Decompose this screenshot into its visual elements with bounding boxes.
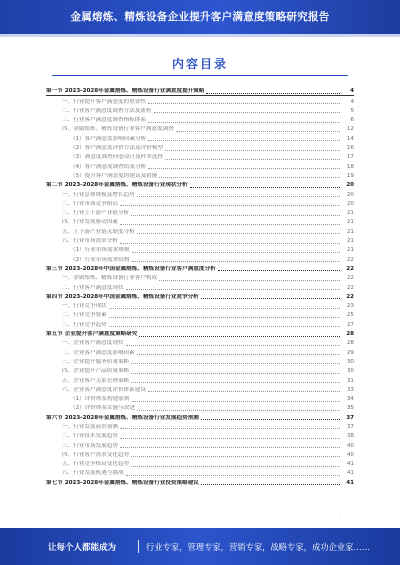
toc-section-entry[interactable]	[46, 106, 354, 115]
toc-section-entry[interactable]	[46, 208, 354, 217]
toc-dot-leader	[131, 373, 340, 374]
toc-section-entry[interactable]	[46, 115, 354, 124]
toc-chapter-entry[interactable]	[46, 329, 354, 338]
toc-section-entry[interactable]	[46, 171, 354, 180]
toc-dot-leader	[154, 112, 340, 113]
report-header-banner	[0, 0, 400, 34]
toc-section-entry[interactable]	[46, 301, 354, 310]
toc-dot-leader	[120, 438, 340, 439]
toc-dot-leader	[176, 131, 340, 132]
toc-dot-leader	[132, 401, 341, 402]
toc-dot-leader	[201, 484, 340, 485]
report-title: 金属熔炼、精炼设备企业提升客户满意度策略研究报告	[70, 11, 330, 23]
toc-dot-leader	[131, 382, 340, 383]
toc-entry-text: 二、行业客户满意度调查方法及流程	[62, 107, 152, 114]
toc-page-number: 41	[346, 470, 354, 477]
toc-entry-text: （1）评价体系构建原则	[70, 396, 130, 403]
toc-section-entry[interactable]	[46, 338, 354, 347]
toc-section-entry[interactable]	[46, 217, 354, 226]
toc-entry-text: 一、行业发展前景预测	[62, 423, 118, 430]
toc-section-entry[interactable]	[46, 347, 354, 356]
toc-entry-text: 三、企业提升服务质量策略	[62, 358, 130, 365]
toc-dot-leader	[137, 233, 340, 234]
toc-section-entry[interactable]	[46, 161, 354, 170]
toc-page-number: 22	[346, 275, 354, 282]
toc-page-number: 40	[346, 451, 354, 458]
toc-entry-text: 四、行业客户需求变化趋势	[62, 451, 130, 458]
toc-entry-text: 第三节 2023-2028年中国金属熔炼、精炼设备行业客户满意度分析	[46, 265, 216, 272]
toc-section-entry[interactable]	[46, 366, 354, 375]
toc-dot-leader	[218, 270, 340, 271]
toc-entry-text: 一、行业提升客户满意度的重要性	[62, 98, 146, 105]
toc-page-number: 37	[346, 414, 354, 421]
toc-page-number: 34	[346, 396, 354, 403]
toc-entry-text: 第五节 企业提升客户满意度策略研究	[46, 331, 138, 338]
toc-dot-leader	[148, 103, 340, 104]
toc-chapter-entry[interactable]	[46, 292, 354, 301]
toc-dot-leader	[148, 140, 340, 141]
toc-entry-text: 二、行业客户满意度现状	[62, 284, 124, 291]
toc-dot-leader	[132, 252, 341, 253]
toc-chapter-entry[interactable]	[46, 180, 354, 189]
toc-dot-leader	[201, 298, 340, 299]
toc-entry-text: （1）客户满意度影响因素分析	[70, 135, 147, 142]
toc-entry-text: 四、金属熔炼、精炼设备行业客户满意度调查	[62, 126, 174, 133]
table-of-contents	[46, 87, 354, 487]
toc-heading-divider	[52, 75, 348, 76]
toc-dot-leader	[109, 326, 340, 327]
toc-entry-text: 一、企业客户满意度现状	[62, 340, 124, 347]
toc-page-number: 6	[350, 117, 354, 124]
toc-entry-text: 四、企业提升产品质量策略	[62, 368, 130, 375]
toc-dot-leader	[148, 168, 340, 169]
toc-page-number: 22	[346, 284, 354, 291]
toc-entry-text: （2）客户满意度评价方法及评价模型	[70, 145, 164, 152]
toc-section-entry[interactable]	[46, 273, 354, 282]
toc-dot-leader	[206, 93, 340, 94]
toc-entry-text: 二、行业技术发展趋势	[62, 433, 118, 440]
toc-page-number: 20	[346, 200, 354, 207]
toc-page-number: 4	[350, 98, 354, 105]
toc-section-entry[interactable]	[46, 375, 354, 384]
toc-dot-leader	[131, 466, 340, 467]
footer-banner	[0, 528, 400, 565]
toc-section-entry[interactable]	[46, 143, 354, 152]
toc-section-entry[interactable]	[46, 96, 354, 105]
toc-page-number: 23	[346, 303, 354, 310]
toc-entry-text: 三、行业上下游产业链分析	[62, 210, 130, 217]
toc-page-number: 21	[346, 238, 354, 245]
toc-section-entry[interactable]	[46, 226, 354, 235]
toc-page-number: 30	[346, 368, 354, 375]
toc-entry-text: 二、行业竞争要素	[62, 312, 107, 319]
footer-slogan-left: 让每个人都能成为	[48, 543, 117, 553]
toc-page-number: 29	[346, 349, 354, 356]
toc-dot-leader	[190, 187, 340, 188]
toc-dot-leader	[120, 224, 340, 225]
toc-entry-text: （2）行业市场需求结构	[70, 256, 130, 263]
toc-entry-text: 五、行业竞争格局变化趋势	[62, 461, 130, 468]
toc-page-number: 37	[346, 423, 354, 430]
toc-page-number: 31	[346, 377, 354, 384]
toc-page-number: 38	[346, 433, 354, 440]
toc-page-number: 18	[346, 163, 354, 170]
toc-dot-leader	[159, 177, 340, 178]
toc-entry-text: 二、行业市场竞争格局	[62, 200, 118, 207]
toc-entry-text: （1）行业市场需求规模	[70, 247, 130, 254]
toc-entry-text: （3）满意度调查问卷设计及样本选择	[70, 154, 164, 161]
toc-page-number: 22	[346, 293, 354, 300]
toc-section-entry[interactable]	[46, 319, 354, 328]
toc-page-number: 14	[346, 135, 354, 142]
toc-page-number: 21	[346, 247, 354, 254]
toc-section-entry[interactable]	[46, 133, 354, 142]
toc-section-entry[interactable]	[46, 199, 354, 208]
toc-section-entry[interactable]	[46, 189, 354, 198]
toc-dot-leader	[137, 410, 340, 411]
toc-entry-text: 四、行业发展驱动因素	[62, 219, 118, 226]
toc-page-number: 21	[346, 210, 354, 217]
toc-dot-leader	[201, 419, 340, 420]
toc-section-entry[interactable]	[46, 422, 354, 431]
page-number-marker: ·	[339, 511, 341, 517]
toc-section-entry[interactable]	[46, 124, 354, 133]
toc-dot-leader	[109, 308, 340, 309]
toc-dot-leader	[120, 447, 340, 448]
toc-dot-leader	[148, 391, 340, 392]
toc-dot-leader	[126, 345, 340, 346]
toc-page-number: 41	[346, 479, 354, 486]
toc-dot-leader	[126, 289, 340, 290]
toc-entry-text: 五、企业客户关系管理策略	[62, 377, 130, 384]
toc-page-number: 12	[346, 126, 354, 133]
toc-page-number: 25	[346, 312, 354, 319]
toc-dot-leader	[131, 215, 340, 216]
toc-page-number: 20	[346, 182, 354, 189]
toc-page-number: 27	[346, 321, 354, 328]
toc-section-entry[interactable]	[46, 403, 354, 412]
toc-page-number: 5	[350, 107, 354, 114]
toc-page-number: 28	[346, 340, 354, 347]
toc-chapter-entry[interactable]	[46, 87, 354, 96]
toc-entry-text: 五、上下游产业链关联度分析	[62, 228, 135, 235]
toc-entry-text: 六、企业客户满意度评价体系建设	[62, 386, 146, 393]
toc-page-number: 40	[346, 442, 354, 449]
toc-section-entry[interactable]	[46, 152, 354, 161]
toc-section-entry[interactable]	[46, 385, 354, 394]
toc-entry-text: 六、行业发展机遇与挑战	[62, 470, 124, 477]
toc-section-entry[interactable]	[46, 282, 354, 291]
toc-section-entry[interactable]	[46, 236, 354, 245]
toc-dot-leader	[131, 456, 340, 457]
toc-page-number: 35	[346, 405, 354, 412]
toc-entry-text: 第四节 2023-2028年中国金属熔炼、精炼设备行业竞争分析	[46, 293, 199, 300]
toc-chapter-entry[interactable]	[46, 477, 354, 486]
toc-dot-leader	[159, 280, 340, 281]
toc-dot-leader	[120, 428, 340, 429]
toc-section-entry[interactable]	[46, 245, 354, 254]
toc-dot-leader	[132, 261, 341, 262]
toc-entry-text: 第六节 2023-2028年金属熔炼、精炼设备行业发展趋势预测	[46, 414, 199, 421]
toc-entry-text: （5）提升客户满意度的建议及措施	[70, 172, 158, 179]
toc-page-number: 21	[346, 219, 354, 226]
toc-heading: 内容目录	[171, 57, 228, 71]
toc-page-number: 17	[346, 154, 354, 161]
footer-divider	[138, 540, 139, 553]
toc-dot-leader	[109, 317, 340, 318]
toc-entry-text: （2）评价体系实施与改进	[70, 405, 136, 412]
toc-entry-text: 三、行业竞争趋势	[62, 321, 107, 328]
toc-section-entry[interactable]	[46, 459, 354, 468]
toc-section-entry[interactable]	[46, 440, 354, 449]
toc-dot-leader	[126, 475, 340, 476]
toc-page-number: 16	[346, 145, 354, 152]
toc-section-entry[interactable]	[46, 394, 354, 403]
toc-dot-leader	[137, 196, 340, 197]
toc-chapter-entry[interactable]	[46, 264, 354, 273]
toc-section-entry[interactable]	[46, 431, 354, 440]
toc-dot-leader	[120, 205, 340, 206]
toc-entry-text: 第二节 2023-2028年金属熔炼、精炼设备行业现状分析	[46, 182, 188, 189]
toc-entry-text: （4）客户满意度调查结果分析	[70, 163, 147, 170]
toc-page-number: 21	[346, 228, 354, 235]
toc-dot-leader	[148, 122, 340, 123]
toc-section-entry[interactable]	[46, 310, 354, 319]
toc-section-entry[interactable]	[46, 468, 354, 477]
toc-entry-text: 第一节 2023-2028年金属熔炼、精炼设备行业满意度提升策略	[46, 88, 205, 95]
toc-dot-leader	[137, 354, 340, 355]
toc-entry-text: 第七节 2023-2028年金属熔炼、精炼设备行业投资策略建议	[46, 479, 199, 486]
toc-entry-text: 三、行业市场发展趋势	[62, 442, 118, 449]
toc-page-number: 22	[346, 265, 354, 272]
toc-section-entry[interactable]	[46, 450, 354, 459]
toc-page-number: 41	[346, 461, 354, 468]
toc-entry-text: 一、行业竞争现状	[62, 303, 107, 310]
toc-dot-leader	[165, 150, 340, 151]
toc-dot-leader	[139, 336, 340, 337]
toc-page-number: 22	[346, 256, 354, 263]
toc-dot-leader	[131, 363, 340, 364]
toc-section-entry[interactable]	[46, 254, 354, 263]
toc-page-number: 20	[346, 191, 354, 198]
toc-entry-text: 六、行业市场需求分析	[62, 238, 118, 245]
toc-dot-leader	[120, 243, 340, 244]
footer-slogan-right: 行业专家，管理专家，营销专家，战略专家，成功企业家……	[146, 542, 371, 552]
toc-page-number: 19	[346, 172, 354, 179]
toc-dot-leader	[165, 159, 340, 160]
toc-section-entry[interactable]	[46, 357, 354, 366]
header-stripe	[0, 34, 400, 37]
toc-entry-text: 一、金属熔炼、精炼设备行业客户构成	[62, 275, 158, 282]
toc-entry-text: 二、企业客户满意度影响因素	[62, 349, 135, 356]
toc-page-number: 30	[346, 358, 354, 365]
toc-chapter-entry[interactable]	[46, 412, 354, 421]
toc-page-number: 28	[346, 331, 354, 338]
toc-entry-text: 一、行业总体规模及增长趋势	[62, 191, 135, 198]
toc-page-number: 33	[346, 386, 354, 393]
toc-page-number: 4	[350, 88, 354, 95]
toc-entry-text: 三、行业客户满意度调查指标体系	[62, 117, 146, 124]
